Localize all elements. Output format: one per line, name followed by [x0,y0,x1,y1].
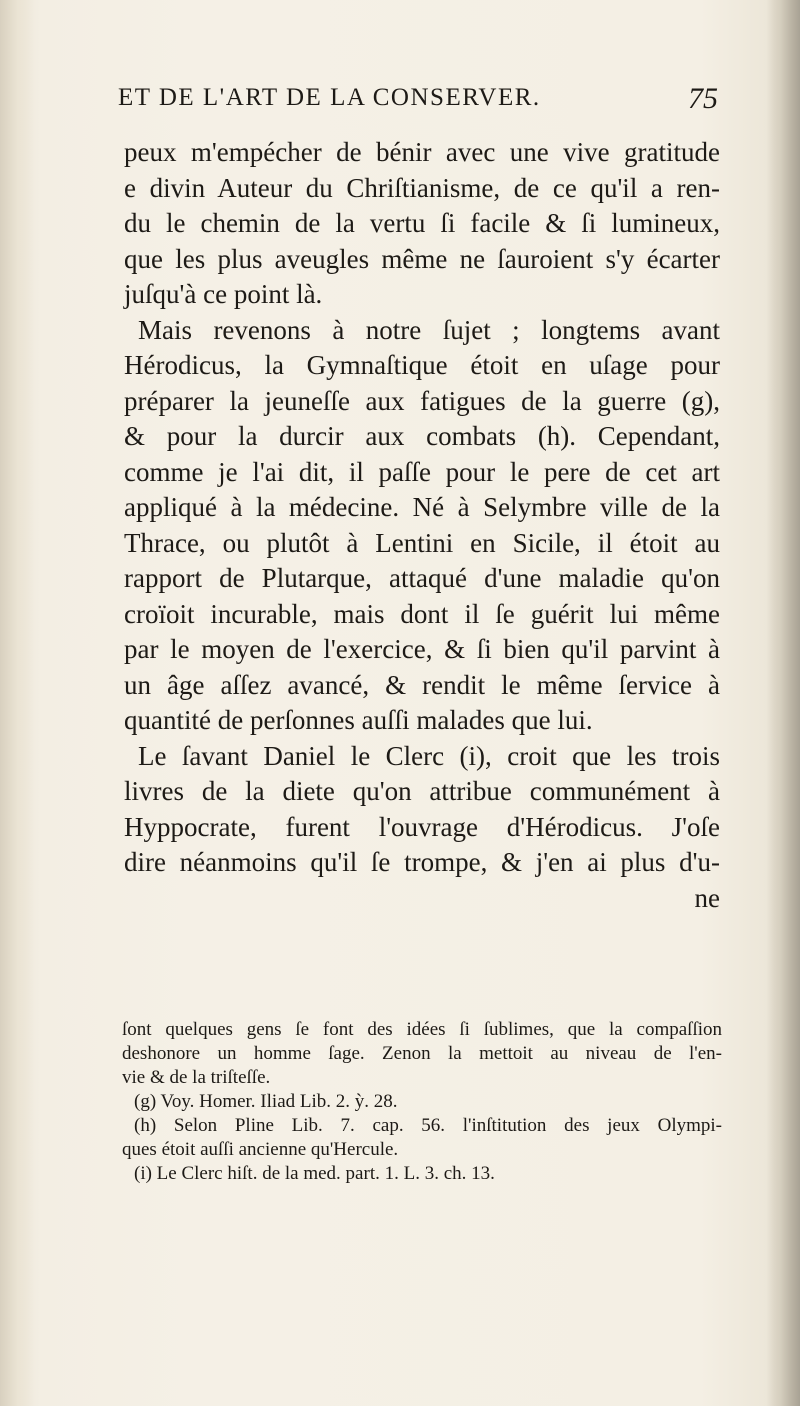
text-line: Thrace, ou plutôt à Lentini en Sicile, il étoit au [124,527,720,558]
footnote-line: vie & de la triſteſſe. [122,1067,271,1088]
text-line: que les plus aveugles même ne ſauroient s'y écarter [124,243,720,274]
footnote-line: ques étoit auſſi ancienne qu'Hercule. [122,1139,399,1160]
page-edge-right [766,0,800,1406]
footnote-line: ſont quelques gens ſe font des idées ſi ſublimes, que la compaſſion [122,1019,722,1040]
page-gutter-left [0,0,34,1406]
text-line: appliqué à la médecine. Né à Selymbre ville de la [124,492,720,522]
text-line: e divin Auteur du Chriſtianisme, de ce qu'il a ren- [124,172,720,203]
text-line: Le ſavant Daniel le Clerc (i), croit que les trois [138,740,720,771]
text-line: Hyppocrate, furent l'ouvrage d'Hérodicus. J'oſe [124,811,720,842]
main-text [124,135,720,916]
text-line: & pour la durcir aux combats (h). Cependant, [124,421,720,451]
text-line: Hérodicus, la Gymnaſtique étoit en uſage pour [124,350,720,380]
running-title: ET DE L'ART DE LA CONSERVER. [118,84,541,111]
catchword: ne [694,882,720,913]
text-line: Mais revenons à notre ſujet ; longtems avant [138,314,720,345]
text-line: par le moyen de l'exercice, & ſi bien qu'il parvint à [124,634,720,664]
text-line: préparer la jeuneſſe aux fatigues de la guerre (g), [124,385,720,416]
text-line: dire néanmoins qu'il ſe trompe, & j'en ai plus d'u- [124,847,720,877]
footnote-i: (i) Le Clerc hiſt. de la med. part. 1. L. 3. ch. 13. [134,1163,495,1184]
footnote-h: (h) Selon Pline Lib. 7. cap. 56. l'inſtitution des jeux Olympi- [134,1115,722,1136]
text-line: comme je l'ai dit, il paſſe pour le pere de cet art [124,456,720,487]
text-line: du le chemin de la vertu ſi facile & ſi lumineux, [124,208,720,238]
text-line: juſqu'à ce point là. [124,279,323,309]
text-line: livres de la diete qu'on attribue communément à [124,776,720,806]
text-line: peux m'empécher de bénir avec une vive gratitude [124,137,720,167]
footnotes [122,1018,722,1186]
text-line: croïoit incurable, mais dont il ſe guérit lui même [124,598,720,629]
page-number: 75 [688,82,718,115]
text-line: quantité de perſonnes auſſi malades que lui. [124,705,593,735]
text-line: rapport de Plutarque, attaqué d'une maladie qu'on [124,563,720,593]
text-line: un âge aſſez avancé, & rendit le même ſervice à [124,669,720,700]
footnote-g: (g) Voy. Homer. Iliad Lib. 2. ỳ. 28. [134,1091,398,1112]
footnote-line: deshonore un homme ſage. Zenon la mettoit au niveau de l'en- [122,1043,722,1064]
page-header [118,78,718,118]
